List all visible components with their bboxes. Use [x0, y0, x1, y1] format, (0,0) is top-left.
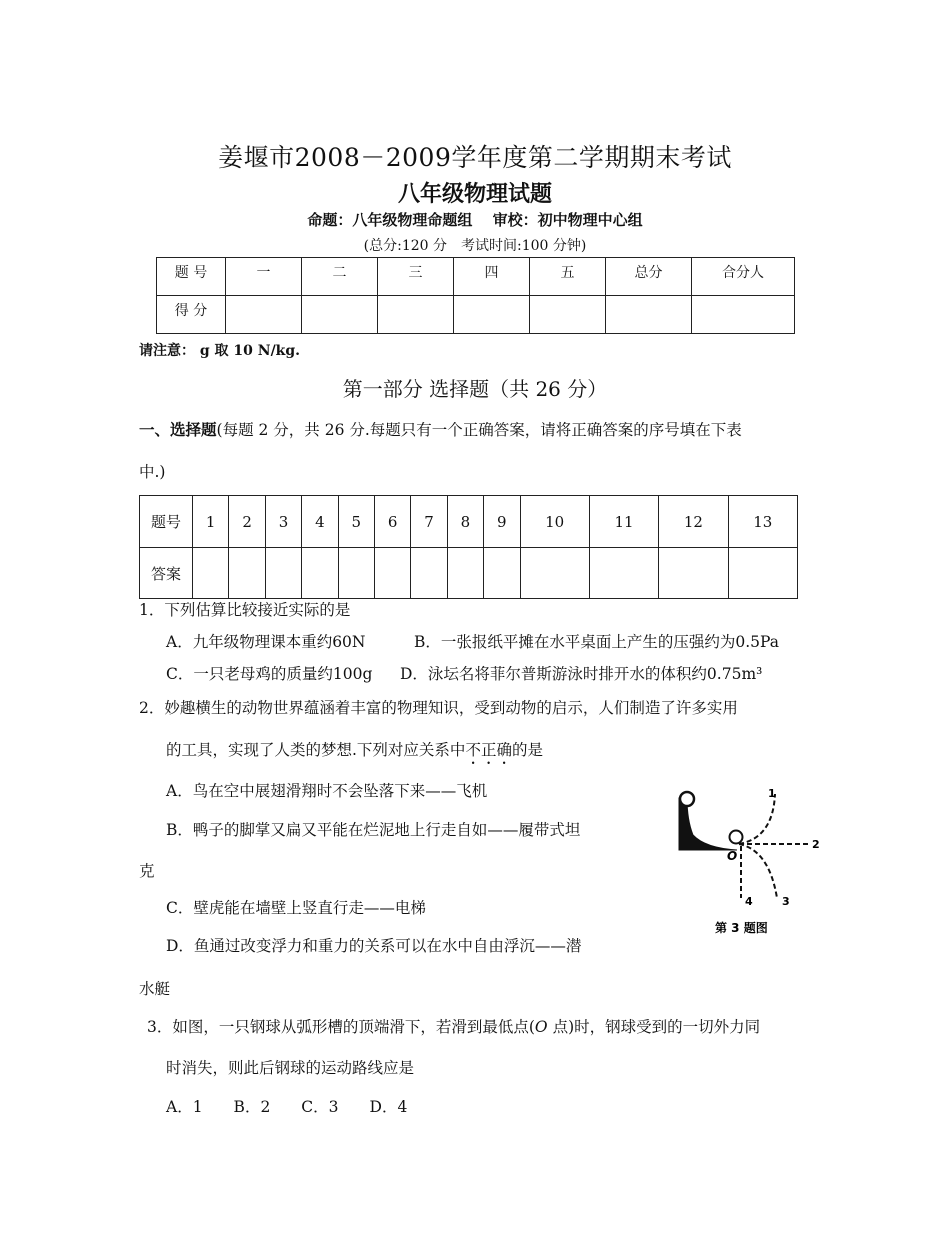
figure-3 — [665, 780, 830, 940]
answer-cell[interactable] — [411, 548, 447, 599]
q2-option-c: C．壁虎能在墙壁上竖直行走——电梯 — [166, 899, 426, 917]
ball-bottom — [730, 831, 743, 844]
answer-cell[interactable] — [229, 548, 265, 599]
score-info: (总分:120 分 考试时间:100 分钟) — [363, 238, 587, 254]
label-2: 2 — [812, 838, 820, 851]
q3-stem-post: 点)时，钢球受到的一切外力同 — [547, 1018, 761, 1036]
answer-number-cell: 5 — [338, 496, 374, 548]
path-1 — [739, 794, 775, 844]
answer-cell[interactable] — [265, 548, 301, 599]
answer-number-cell: 4 — [302, 496, 338, 548]
q1-option-a: A．九年级物理课本重约60N — [166, 633, 366, 651]
part1-title: 第一部分 选择题（共 26 分） — [342, 377, 608, 401]
answer-header-label: 题号 — [140, 496, 193, 548]
exam-title: 姜堰市2008－2009学年度第二学期期末考试 — [218, 143, 732, 172]
label-1: 1 — [768, 787, 776, 800]
score-header-cell: 合分人 — [692, 258, 795, 296]
answer-cell[interactable] — [374, 548, 410, 599]
answer-number-cell: 12 — [659, 496, 728, 548]
section1-heading: 一、选择题 — [139, 421, 217, 439]
ball-start — [680, 792, 694, 806]
exam-credits: 命题：八年级物理命题组 审校：初中物理中心组 — [307, 211, 643, 229]
answer-table — [139, 495, 798, 599]
score-header-cell: 题 号 — [157, 258, 226, 296]
score-cell[interactable] — [530, 296, 606, 334]
note: 请注意： g 取 10 N/kg. — [139, 343, 301, 359]
section1-instruction-cont: 中.) — [139, 463, 166, 481]
answer-number-cell: 13 — [728, 496, 797, 548]
answer-number-cell: 9 — [484, 496, 520, 548]
exam-subtitle: 八年级物理试题 — [397, 182, 552, 207]
answer-cell[interactable] — [338, 548, 374, 599]
score-cell[interactable] — [692, 296, 795, 334]
answer-number-cell: 11 — [589, 496, 658, 548]
score-row-label: 得 分 — [157, 296, 226, 334]
q3-point-o: O — [534, 1018, 548, 1036]
answer-number-cell: 3 — [265, 496, 301, 548]
q3-options: A．1 B．2 C．3 D．4 — [166, 1098, 408, 1116]
path-3 — [739, 844, 777, 898]
answer-number-cell: 7 — [411, 496, 447, 548]
answer-cell[interactable] — [728, 548, 797, 599]
score-header-cell: 五 — [530, 258, 606, 296]
answer-number-cell: 2 — [229, 496, 265, 548]
score-header-cell: 总分 — [606, 258, 692, 296]
score-header-cell: 一 — [226, 258, 302, 296]
answer-cell[interactable] — [447, 548, 483, 599]
q1-option-c: C．一只老母鸡的质量约100g — [166, 665, 373, 683]
score-table — [156, 257, 795, 334]
answer-number-cell: 6 — [374, 496, 410, 548]
answer-cell[interactable] — [520, 548, 589, 599]
score-cell[interactable] — [606, 296, 692, 334]
q3-stem-pre: 3．如图，一只钢球从弧形槽的顶端滑下，若滑到最低点( — [147, 1018, 535, 1036]
answer-number-cell: 8 — [447, 496, 483, 548]
answer-cell[interactable] — [659, 548, 728, 599]
label-3: 3 — [782, 895, 790, 908]
q2-stem-pre: 的工具，实现了人类的梦想.下列对应关系中 — [166, 741, 466, 759]
label-4: 4 — [745, 895, 753, 908]
q2-option-b-cont: 克 — [139, 862, 155, 880]
score-header-cell: 四 — [454, 258, 530, 296]
q2-option-d-cont: 水艇 — [139, 980, 171, 998]
q2-option-b: B．鸭子的脚掌又扁又平能在烂泥地上行走自如——履带式坦 — [166, 821, 581, 839]
score-cell[interactable] — [378, 296, 454, 334]
q2-stem: 2．妙趣横生的动物世界蕴涵着丰富的物理知识，受到动物的启示，人们制造了许多实用 — [139, 699, 738, 717]
q2-option-d: D．鱼通过改变浮力和重力的关系可以在水中自由浮沉——潜 — [166, 937, 582, 955]
score-cell[interactable] — [226, 296, 302, 334]
label-o: O — [727, 849, 738, 863]
q1-option-d: D．泳坛名将菲尔普斯游泳时排开水的体积约0.75m³ — [400, 665, 763, 683]
q1-stem: 1．下列估算比较接近实际的是 — [139, 601, 351, 619]
q2-stem-emphasis: 不正确 — [465, 741, 512, 759]
answer-cell[interactable] — [193, 548, 229, 599]
score-cell[interactable] — [454, 296, 530, 334]
answer-cell[interactable] — [589, 548, 658, 599]
score-header-cell: 三 — [378, 258, 454, 296]
section1-heading-line — [139, 418, 742, 440]
answer-number-cell: 10 — [520, 496, 589, 548]
answer-number-cell: 1 — [193, 496, 229, 548]
q3-stem — [147, 1015, 760, 1037]
answer-cell[interactable] — [302, 548, 338, 599]
curved-track — [679, 792, 737, 850]
q2-stem-line2 — [166, 738, 543, 768]
figure-caption: 第 3 题图 — [715, 921, 768, 935]
score-cell[interactable] — [302, 296, 378, 334]
score-header-cell: 二 — [302, 258, 378, 296]
q3-stem-line2: 时消失，则此后钢球的运动路线应是 — [166, 1059, 415, 1077]
q1-option-b: B．一张报纸平摊在水平桌面上产生的压强约为0.5Pa — [414, 633, 780, 651]
q2-option-a: A．鸟在空中展翅滑翔时不会坠落下来——飞机 — [166, 782, 488, 800]
answer-row-label: 答案 — [140, 548, 193, 599]
q2-stem-post: 的是 — [511, 741, 543, 759]
answer-cell[interactable] — [484, 548, 520, 599]
section1-instruction: (每题 2 分，共 26 分.每题只有一个正确答案，请将正确答案的序号填在下表 — [216, 421, 742, 439]
